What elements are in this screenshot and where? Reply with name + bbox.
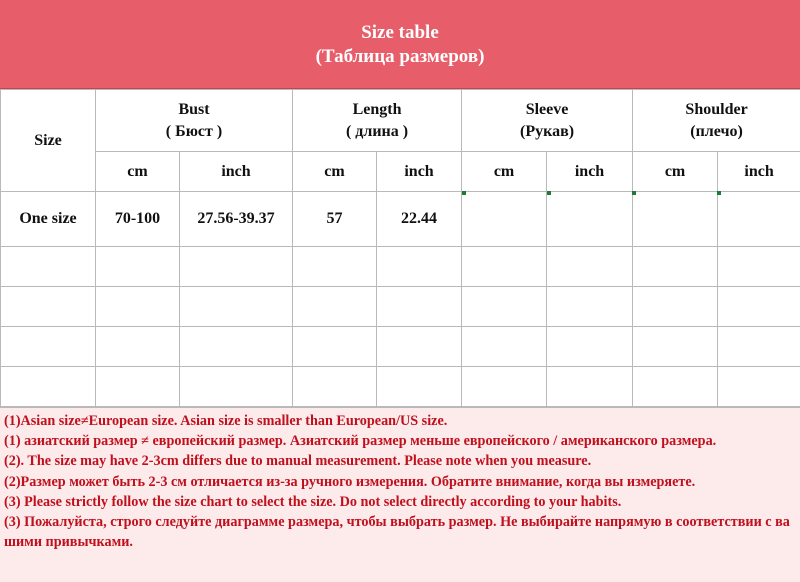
shoulder-header bbox=[633, 90, 800, 152]
note-line: (2)Размер может быть 2-3 см отличается из-за ручного измерения. Обратите внимание, когда вы измеряете. bbox=[4, 473, 696, 490]
empty-row bbox=[1, 327, 800, 367]
note-line: (2). The size may have 2-3cm differs due to manual measurement. Please note when you measure. bbox=[4, 453, 592, 470]
empty-row bbox=[1, 287, 800, 327]
table-cell bbox=[547, 192, 633, 247]
title-banner bbox=[0, 0, 800, 89]
unit-cell: cm bbox=[293, 152, 377, 192]
sleeve-label: Sleeve bbox=[525, 100, 569, 118]
size-name-cell: One size bbox=[1, 192, 96, 247]
table-cell: 22.44 bbox=[377, 192, 462, 247]
unit-row bbox=[1, 152, 800, 192]
length-header bbox=[293, 90, 462, 152]
title-en: Size table bbox=[361, 22, 439, 43]
shoulder-label: Shoulder bbox=[685, 100, 748, 118]
length-label: Length bbox=[352, 100, 402, 118]
table-cell: 70-100 bbox=[96, 192, 180, 247]
size-notes bbox=[0, 407, 800, 582]
cell-marker bbox=[632, 191, 636, 195]
unit-cell: cm bbox=[633, 152, 718, 192]
table-cell: 57 bbox=[293, 192, 377, 247]
table-cell bbox=[462, 192, 547, 247]
bust-header bbox=[96, 90, 293, 152]
note-line: (3) Please strictly follow the size chart to select the size. Do not select directly according to your habits. bbox=[4, 493, 622, 510]
unit-cell: cm bbox=[96, 152, 180, 192]
note-line: (1) азиатский размер ≠ европейский размер. Азиатский размер меньше европейского / американского размера. bbox=[4, 433, 717, 450]
bust-label: Bust bbox=[178, 100, 210, 118]
unit-cell: inch bbox=[718, 152, 800, 192]
sleeve-header bbox=[462, 90, 633, 152]
table-cell bbox=[633, 192, 718, 247]
empty-row bbox=[1, 367, 800, 407]
table-cell: 27.56-39.37 bbox=[180, 192, 293, 247]
note-line: (3) Пожалуйста, строго следуйте диаграмме размера, чтобы выбрать размер. Не выбирайте напрямую в соответствии с вашими привычками. bbox=[4, 514, 790, 551]
cell-marker bbox=[547, 191, 551, 195]
unit-cell: cm bbox=[462, 152, 547, 192]
table-row bbox=[1, 192, 800, 247]
sleeve-label-ru: (Рукав) bbox=[520, 122, 575, 140]
unit-cell: inch bbox=[180, 152, 293, 192]
size-table bbox=[0, 89, 800, 407]
length-label-ru: ( длина ) bbox=[345, 122, 409, 140]
size-column-header: Size bbox=[1, 90, 96, 192]
cell-marker bbox=[717, 191, 721, 195]
cell-marker bbox=[462, 191, 466, 195]
shoulder-label-ru: (плечо) bbox=[690, 122, 743, 140]
unit-cell: inch bbox=[547, 152, 633, 192]
bust-label-ru: ( Бюст ) bbox=[165, 122, 223, 140]
empty-row bbox=[1, 247, 800, 287]
note-line: (1)Asian size≠European size. Asian size is smaller than European/US size. bbox=[4, 413, 448, 429]
header-row bbox=[1, 90, 800, 152]
title-ru: (Таблица размеров) bbox=[315, 46, 485, 67]
unit-cell: inch bbox=[377, 152, 462, 192]
table-cell bbox=[718, 192, 800, 247]
